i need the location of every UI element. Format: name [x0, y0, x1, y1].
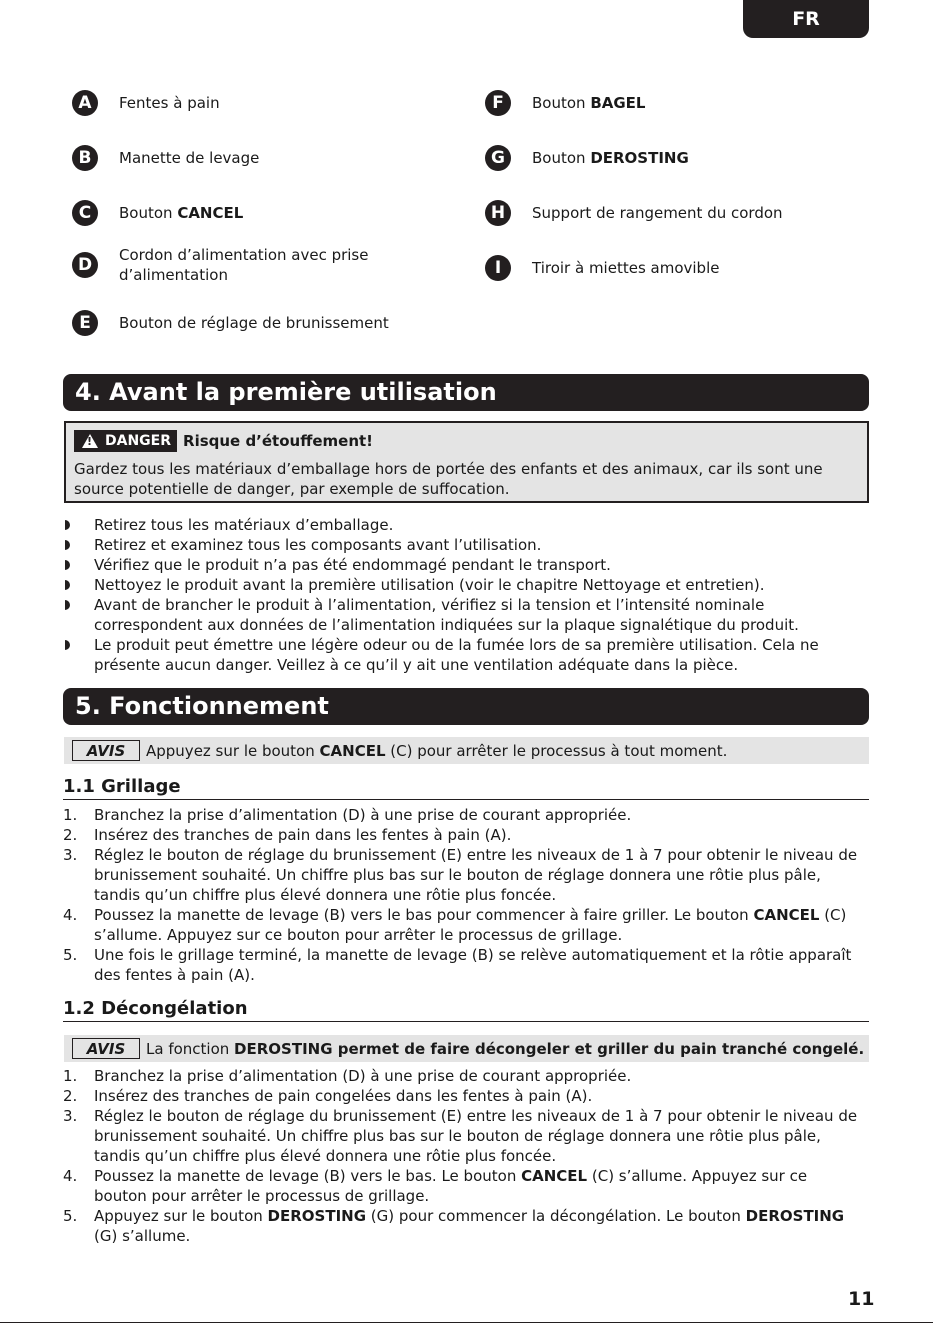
part-letter-badge: E [72, 310, 98, 336]
danger-badge [74, 430, 177, 452]
list-item: Le produit peut émettre une légère odeur ou de la fumée lors de sa première utilisation. Cela ne présente aucun danger. Veillez à ce qu’il y ait une ventilation adéquate dans la pièce. [63, 635, 863, 675]
warning-triangle-icon [82, 434, 98, 448]
part-f [485, 90, 792, 116]
list-item: Avant de brancher le produit à l’alimentation, vérifiez si la tension et l’intensité nominale correspondent aux données de l’alimentation indiquées sur la plaque signalétique du produit. [63, 595, 863, 635]
step-number: 5. [63, 946, 78, 964]
part-label: Manette de levage [119, 149, 260, 167]
preparation-list [63, 515, 863, 675]
step-number: 2. [63, 1087, 78, 1105]
avis-notice [64, 1035, 869, 1062]
part-b [72, 145, 379, 171]
danger-header [74, 430, 859, 452]
step-number: 3. [63, 846, 78, 864]
part-letter-badge: D [72, 252, 98, 278]
part-label: Cordon d’alimentation avec prise d’alimentation [119, 246, 369, 284]
danger-badge-label: DANGER [105, 433, 172, 449]
part-i [485, 255, 792, 281]
step-item: 3. Réglez le bouton de réglage du brunissement (E) entre les niveaux de 1 à 7 pour obtenir le niveau de brunissement souhaité. Un chiffre plus bas sur le bouton de réglage donnera une rôtie plus pâle, tandis qu’un chiffre plus élevé donnera une rôtie plus foncée. [63, 1107, 858, 1165]
step-number: 4. [63, 1167, 78, 1185]
part-a [72, 90, 379, 116]
list-item: Vérifiez que le produit n’a pas été endommagé pendant le transport. [63, 555, 863, 575]
list-item: Retirez et examinez tous les composants avant l’utilisation. [63, 535, 863, 555]
part-letter-badge: I [485, 255, 511, 281]
step-item: 1. Branchez la prise d’alimentation (D) à une prise de courant appropriée. [63, 1067, 632, 1085]
part-letter-badge: C [72, 200, 98, 226]
decongelation-steps [63, 1066, 863, 1246]
step-item: 4. Poussez la manette de levage (B) vers le bas pour commencer à faire griller. Le bouton CANCEL (C) s’allume. Appuyez sur ce bouton pour arrêter le processus de grillage. [63, 906, 847, 944]
section-4-heading: 4. Avant la première utilisation [63, 374, 869, 411]
subsection-grillage-heading: 1.1 Grillage [63, 776, 869, 800]
language-tab: FR [743, 0, 869, 38]
part-label: Fentes à pain [119, 94, 220, 112]
step-item: 1. Branchez la prise d’alimentation (D) à une prise de courant appropriée. [63, 806, 632, 824]
avis-tag: AVIS [72, 1038, 140, 1059]
part-d [72, 245, 379, 285]
step-item: 5. Appuyez sur le bouton DEROSTING (G) pour commencer la décongélation. Le bouton DEROSTING (G) s’allume. [63, 1207, 845, 1245]
avis-notice [64, 737, 869, 764]
step-number: 1. [63, 806, 78, 824]
avis-text: La fonction DEROSTING permet de faire décongeler et griller du pain tranché congelé. [146, 1039, 865, 1058]
step-number: 4. [63, 906, 78, 924]
page-number: 11 [848, 1288, 875, 1310]
grillage-steps [63, 805, 863, 985]
avis-text: Appuyez sur le bouton CANCEL (C) pour arrêter le processus à tout moment. [146, 741, 728, 760]
part-h [485, 200, 832, 226]
part-letter-badge: H [485, 200, 511, 226]
page-bottom-rule [0, 1322, 933, 1323]
danger-title: Risque d’étouffement! [183, 432, 374, 450]
part-letter-badge: F [485, 90, 511, 116]
step-item: 4. Poussez la manette de levage (B) vers le bas. Le bouton CANCEL (C) s’allume. Appuyez sur ce bouton pour arrêter le processus de grillage. [63, 1167, 808, 1205]
step-number: 5. [63, 1207, 78, 1225]
step-item: 3. Réglez le bouton de réglage du brunissement (E) entre les niveaux de 1 à 7 pour obtenir le niveau de brunissement souhaité. Un chiffre plus bas sur le bouton de réglage donnera une rôtie plus pâle, tandis qu’un chiffre plus élevé donnera une rôtie plus foncée. [63, 846, 858, 904]
step-number: 2. [63, 826, 78, 844]
list-item: Retirez tous les matériaux d’emballage. [63, 515, 863, 535]
list-item: Nettoyez le produit avant la première utilisation (voir le chapitre Nettoyage et entretien). [63, 575, 863, 595]
step-item: 5. Une fois le grillage terminé, la manette de levage (B) se relève automatiquement et la rôtie apparaît des fentes à pain (A). [63, 946, 852, 984]
step-item: 2. Insérez des tranches de pain congelées dans les fentes à pain (A). [63, 1087, 593, 1105]
danger-body: Gardez tous les matériaux d’emballage hors de portée des enfants et des animaux, car ils sont une source potentielle de danger, par exemple de suffocation. [74, 460, 823, 498]
part-letter-badge: A [72, 90, 98, 116]
part-letter-badge: B [72, 145, 98, 171]
part-g [485, 145, 792, 171]
avis-tag: AVIS [72, 740, 140, 761]
section-5-heading: 5. Fonctionnement [63, 688, 869, 725]
subsection-decongelation-heading: 1.2 Décongélation [63, 998, 869, 1022]
part-e [72, 310, 419, 336]
step-number: 3. [63, 1107, 78, 1125]
part-label: Tiroir à miettes amovible [532, 259, 720, 277]
step-item: 2. Insérez des tranches de pain dans les fentes à pain (A). [63, 826, 512, 844]
part-c [72, 200, 379, 226]
part-label: Bouton BAGEL [532, 94, 646, 112]
part-label: Bouton DEROSTING [532, 149, 689, 167]
part-label: Support de rangement du cordon [532, 204, 783, 222]
step-number: 1. [63, 1067, 78, 1085]
danger-notice [64, 421, 869, 503]
part-label: Bouton CANCEL [119, 204, 244, 222]
part-label: Bouton de réglage de brunissement [119, 314, 389, 332]
part-letter-badge: G [485, 145, 511, 171]
